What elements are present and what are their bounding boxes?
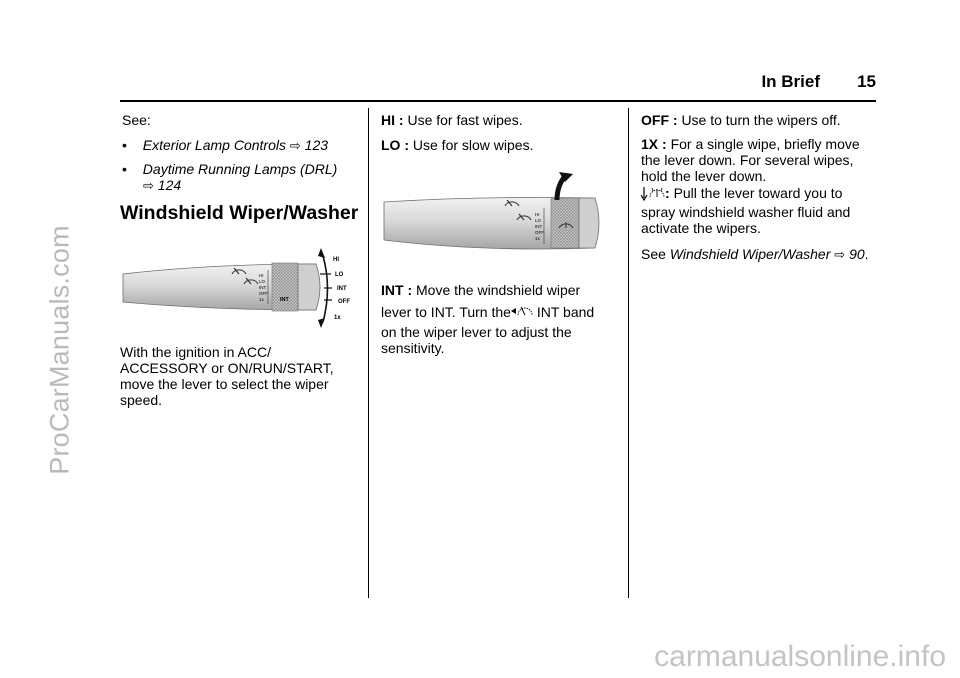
svg-text:INT: INT	[535, 224, 543, 229]
column-divider-1	[368, 108, 369, 598]
svg-text:OFF: OFF	[338, 299, 350, 305]
bullet-exterior-lamp[interactable]	[122, 137, 328, 154]
bullet-text: Exterior Lamp Controls	[142, 137, 286, 153]
wiper-band-icon	[511, 303, 533, 319]
single-wipe-line-2: the lever down. For several wipes,	[641, 152, 854, 168]
wiper-lever-figure-2	[381, 170, 621, 262]
svg-text:HI: HI	[333, 257, 339, 263]
svg-text:INT: INT	[280, 297, 289, 303]
svg-text:LO: LO	[535, 218, 542, 223]
hi-description	[381, 112, 523, 128]
lo-description	[381, 137, 533, 153]
int-description-line-3: on the wiper lever to adjust the	[381, 324, 572, 340]
reference-arrow-icon: ⇨	[289, 138, 301, 153]
bullet-ref: 123	[304, 137, 329, 153]
see-text: See	[641, 246, 666, 262]
svg-text:HI: HI	[535, 212, 540, 217]
hi-text: Use for fast wipes.	[407, 112, 523, 128]
lo-text: Use for slow wipes.	[412, 137, 534, 153]
svg-text:1x: 1x	[334, 315, 341, 321]
bullet-drl[interactable]	[122, 161, 337, 177]
svg-text:OFF: OFF	[535, 230, 544, 235]
see-ref-page: 90	[849, 246, 865, 262]
svg-text:OFF: OFF	[259, 291, 268, 296]
washer-line-1	[641, 185, 842, 201]
svg-text:HI: HI	[259, 273, 264, 278]
see-label: See:	[122, 112, 151, 128]
section-title: In Brief	[761, 72, 820, 91]
int-description-line-2	[381, 303, 594, 320]
washer-text: Pull the lever toward you to	[673, 185, 843, 201]
single-wipe-line-3: hold the lever down.	[641, 168, 767, 184]
section-heading: Windshield Wiper/Washer	[120, 202, 359, 224]
svg-text:INT: INT	[337, 286, 347, 292]
x1-label: 1X :	[641, 136, 667, 152]
hi-label: HI :	[381, 112, 404, 128]
wiper-lever-figure-1	[120, 240, 360, 332]
column-divider-2	[628, 108, 629, 598]
washer-label: :	[665, 185, 670, 201]
off-description	[641, 112, 841, 128]
int-description-line-4: sensitivity.	[381, 340, 445, 356]
header-rule	[120, 100, 876, 102]
svg-text:INT: INT	[259, 285, 267, 290]
svg-text:1x: 1x	[259, 297, 264, 302]
lo-label: LO :	[381, 137, 409, 153]
reference-arrow-icon: ⇨	[143, 178, 154, 193]
watermark-bottom: carmanualsonline.info	[654, 640, 946, 673]
int-text: INT band	[536, 304, 595, 320]
see-reference[interactable]	[641, 246, 869, 263]
off-text: Use to turn the wipers off.	[681, 112, 841, 128]
svg-text:LO: LO	[259, 279, 266, 284]
washer-line-2: spray windshield washer fluid and	[641, 204, 851, 220]
bullet-ref: 124	[157, 177, 182, 193]
off-label: OFF :	[641, 112, 678, 128]
svg-text:1x: 1x	[535, 236, 540, 241]
int-description-line-1	[381, 282, 580, 298]
bullet-mark: •	[122, 137, 127, 153]
int-text: Move the windshield wiper	[416, 282, 581, 298]
bullet-mark: •	[122, 161, 127, 177]
int-label: INT :	[381, 282, 413, 298]
washer-line-3: activate the wipers.	[641, 220, 761, 236]
bullet-text: Daytime Running Lamps (DRL)	[142, 161, 338, 177]
watermark-side: ProCarManuals.com	[44, 225, 75, 475]
reference-arrow-icon: ⇨	[834, 247, 846, 262]
see-end: .	[864, 246, 869, 262]
see-ref-text: Windshield Wiper/Washer	[669, 246, 831, 262]
x1-text: For a single wipe, briefly move	[670, 136, 860, 152]
svg-text:LO: LO	[335, 272, 344, 278]
single-wipe-line-1	[641, 136, 860, 152]
instruction-text: With the ignition in ACC/ ACCESSORY or ON/RUN/START, move the lever to select the wiper speed.	[120, 344, 334, 408]
page-number: 15	[857, 72, 876, 91]
bullet-drl-ref	[143, 177, 181, 194]
int-text: lever to INT. Turn the	[381, 304, 511, 320]
washer-icon	[641, 185, 665, 201]
